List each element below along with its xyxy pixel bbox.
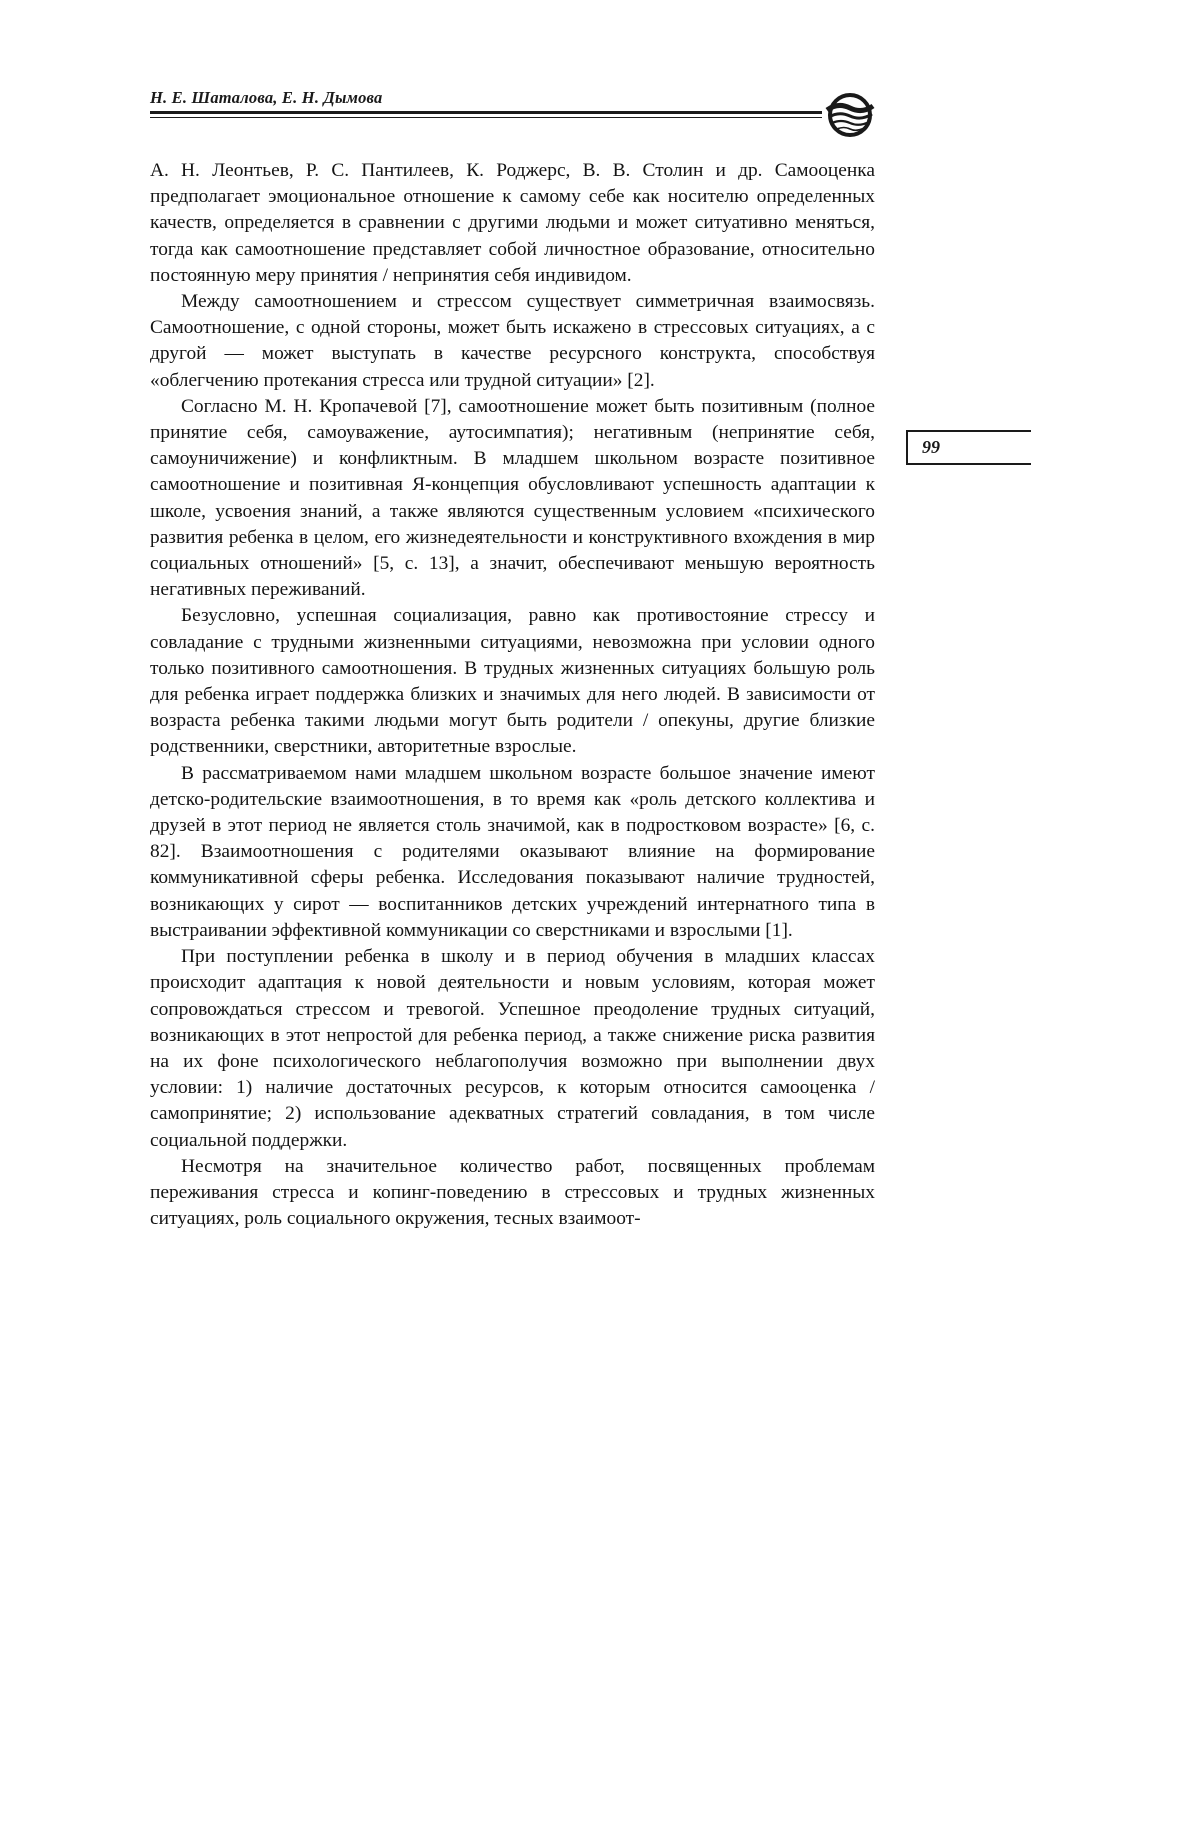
paragraph: В рассматриваемом нами младшем школьном возрасте большое значение имеют детско-родительские взаимоотношения, в то время как «роль детского коллектива и друзей в этот период не является столь значимой, как в подростковом возрасте» [6, с. 82]. Взаимоотношения с родителями оказывают влияние на формирование коммуникативной сферы ребенка. Исследования показывают наличие трудностей, возникающих у сирот — воспитанников детских учреждений интернатного типа в выстраивании эффективной коммуникации со сверстниками и взрослыми [1]. [150,762,875,941]
paragraph: Безусловно, успешная социализация, равно как противостояние стрессу и совладание с трудными жизненными ситуациями, невозможна при условии одного только позитивного самоотношения. В трудных жизненных ситуациях большую роль для ребенка играет поддержка близких и значимых для него людей. В зависимости от возраста ребенка такими людьми могут быть родители / опекуны, другие близкие родственники, сверстники, авторитетные взрослые. [150,605,875,758]
paragraph: Несмотря на значительное количество работ, посвященных проблемам переживания стресса и копинг-поведению в стрессовых и трудных жизненных ситуациях, роль социального окружения, тесных взаимоот- [150,1155,875,1230]
header-rule-thin [150,117,822,118]
header-rule-thick [150,111,822,114]
article-body [150,158,875,1232]
paragraph: При поступлении ребенка в школу и в период обучения в младших классах происходит адаптация к новой деятельности и новым условиям, которая может сопровождаться стрессом и тревогой. Успешное преодоление трудных ситуаций, возникающих в этот непростой для ребенка период, а также снижение риска развития на их фоне психологического неблагополучия возможно при выполнении двух условии: 1) наличие достаточных ресурсов, к которым относится самооценка / самопринятие; 2) использование адекватных стратегий совладания, в том числе социальной поддержки. [150,946,875,1151]
page-number: 99 [922,437,940,457]
running-header-authors: Н. Е. Шаталова, Е. Н. Дымова [150,88,383,107]
paragraph: Согласно М. Н. Кропачевой [7], самоотношение может быть позитивным (полное принятие себя, самоуважение, аутосимпатия); негативным (непринятие себя, самоуничижение) и конфликтным. В младшем школьном возрасте позитивное самоотношение и позитивная Я-концепция обусловливают успешность адаптации к школе, усвоения знаний, а также являются существенным условием «психического развития ребенка в целом, его жизнедеятельности и конструктивного вхождения в мир социальных отношений» [5, с. 13], а значит, обеспечивают меньшую вероятность негативных переживаний. [150,395,875,601]
page-number-tab [906,430,1031,465]
paragraph: А. Н. Леонтьев, Р. С. Пантилеев, К. Роджерс, В. В. Столин и др. Самооценка предполагает эмоциональное отношение к самому себе как носителю определенных качеств, определяется в сравнении с другими людьми и может ситуативно меняться, тогда как самоотношение представляет собой личностное образование, относительно постоянную меру принятия / непринятия себя индивидом. [150,160,875,286]
publisher-wave-logo-icon [824,92,876,138]
paragraph: Между самоотношением и стрессом существует симметричная взаимосвязь. Самоотношение, с одной стороны, может быть искажено в стрессовых ситуациях, а с другой — может выступать в качестве ресурсного конструкта, способствуя «облегчению протекания стресса или трудной ситуации» [2]. [150,291,875,391]
